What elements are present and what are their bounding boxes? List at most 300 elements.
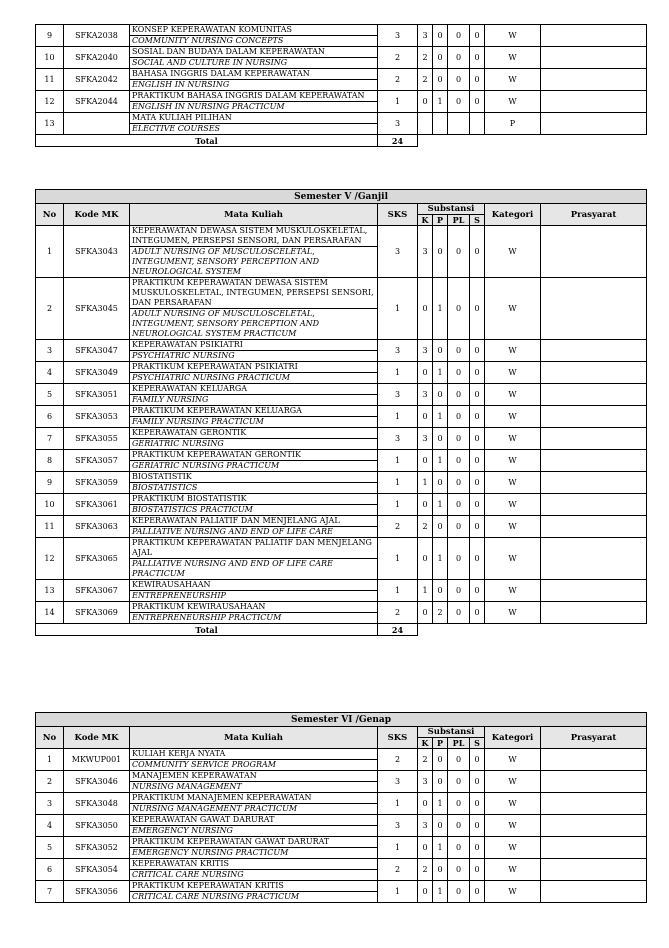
row-number: 1 <box>36 749 64 771</box>
course-code: SFKA2040 <box>64 47 130 69</box>
sks-value: 2 <box>378 69 418 91</box>
header-course: Mata Kuliah <box>130 727 378 749</box>
k-value: 3 <box>418 226 433 278</box>
p-value: 0 <box>433 47 448 69</box>
row-number: 11 <box>36 516 64 538</box>
s-value: 0 <box>470 25 485 47</box>
prerequisite-cell <box>541 428 647 450</box>
course-name-cell <box>130 749 378 771</box>
prerequisite-cell <box>541 69 647 91</box>
k-value: 0 <box>418 494 433 516</box>
semester-5-table <box>35 189 647 636</box>
course-name-cell <box>130 47 378 69</box>
course-code: SFKA2044 <box>64 91 130 113</box>
sks-value: 3 <box>378 340 418 362</box>
p-value: 0 <box>433 25 448 47</box>
row-number: 3 <box>36 793 64 815</box>
course-name-id: PRAKTIKUM KEPERAWATAN GERONTIK <box>132 450 302 459</box>
p-value: 0 <box>433 384 448 406</box>
s-value: 0 <box>470 47 485 69</box>
prerequisite-cell <box>541 226 647 278</box>
row-number: 10 <box>36 47 64 69</box>
course-row <box>36 226 647 278</box>
row-number: 7 <box>36 881 64 903</box>
s-value: 0 <box>470 406 485 428</box>
header-course: Mata Kuliah <box>130 204 378 226</box>
category-value: W <box>485 602 541 624</box>
course-name-cell <box>130 602 378 624</box>
sks-value: 3 <box>378 384 418 406</box>
header-code: Kode MK <box>64 204 130 226</box>
sks-value: 1 <box>378 580 418 602</box>
course-name-en: FAMILY NURSING <box>130 394 377 405</box>
course-name-id: KEPERAWATAN GERONTIK <box>132 428 247 437</box>
row-number: 9 <box>36 25 64 47</box>
course-row <box>36 602 647 624</box>
prerequisite-cell <box>541 815 647 837</box>
course-name-cell <box>130 538 378 580</box>
category-value: W <box>485 384 541 406</box>
row-number: 5 <box>36 837 64 859</box>
course-name-en: BIOSTATISTICS PRACTICUM <box>130 504 377 515</box>
course-name-en: EMERGENCY NURSING PRACTICUM <box>130 847 377 858</box>
pl-value: 0 <box>448 450 470 472</box>
course-code: SFKA3050 <box>64 815 130 837</box>
p-value: 0 <box>433 580 448 602</box>
course-row <box>36 793 647 815</box>
s-value: 0 <box>470 362 485 384</box>
s-value: 0 <box>470 602 485 624</box>
course-name-en: ENGLISH IN NURSING PRACTICUM <box>130 101 377 112</box>
p-value: 1 <box>433 450 448 472</box>
course-name-id: KONSEP KEPERAWATAN KOMUNITAS <box>132 25 293 34</box>
pl-value: 0 <box>448 881 470 903</box>
row-number: 8 <box>36 450 64 472</box>
course-row <box>36 428 647 450</box>
course-code: SFKA2042 <box>64 69 130 91</box>
course-row <box>36 362 647 384</box>
total-label: Total <box>36 135 378 147</box>
course-name-cell <box>130 384 378 406</box>
k-value: 3 <box>418 771 433 793</box>
pl-value: 0 <box>448 406 470 428</box>
course-code: SFKA2038 <box>64 25 130 47</box>
p-value: 0 <box>433 226 448 278</box>
category-value: W <box>485 362 541 384</box>
course-name-en: NURSING MANAGEMENT PRACTICUM <box>130 803 377 814</box>
category-value: W <box>485 278 541 340</box>
k-value: 2 <box>418 516 433 538</box>
header-substansi: Substansi <box>418 204 485 215</box>
s-value: 0 <box>470 516 485 538</box>
sks-value: 1 <box>378 881 418 903</box>
row-number: 4 <box>36 362 64 384</box>
category-value: P <box>485 113 541 135</box>
course-row <box>36 859 647 881</box>
course-code: SFKA3052 <box>64 837 130 859</box>
category-value: W <box>485 815 541 837</box>
semester-6-body <box>36 749 647 903</box>
k-value: 2 <box>418 859 433 881</box>
prerequisite-cell <box>541 516 647 538</box>
course-name-en: PALLIATIVE NURSING AND END OF LIFE CARE <box>130 526 377 537</box>
k-value: 3 <box>418 815 433 837</box>
course-row <box>36 278 647 340</box>
s-value: 0 <box>470 226 485 278</box>
row-number: 5 <box>36 384 64 406</box>
prerequisite-cell <box>541 113 647 135</box>
total-label: Total <box>36 624 378 636</box>
course-row <box>36 580 647 602</box>
category-value: W <box>485 428 541 450</box>
course-row <box>36 494 647 516</box>
course-name-en: BIOSTATISTICS <box>130 482 377 493</box>
prerequisite-cell <box>541 362 647 384</box>
course-name-id: KULIAH KERJA NYATA <box>132 749 226 758</box>
k-value: 2 <box>418 69 433 91</box>
course-code: SFKA3043 <box>64 226 130 278</box>
prerequisite-cell <box>541 278 647 340</box>
p-value: 1 <box>433 793 448 815</box>
course-name-id: MATA KULIAH PILIHAN <box>132 113 232 122</box>
sks-value: 1 <box>378 450 418 472</box>
prerequisite-cell <box>541 580 647 602</box>
course-code: SFKA3057 <box>64 450 130 472</box>
course-name-en: ADULT NURSING OF MUSCULOSCELETAL, INTEGUMENT, SENSORY PERCEPTION AND NEUROLOGICAL SYSTEM <box>130 246 377 277</box>
header-code: Kode MK <box>64 727 130 749</box>
total-spacer <box>418 624 647 636</box>
course-code: SFKA3063 <box>64 516 130 538</box>
k-value: 0 <box>418 450 433 472</box>
course-name-cell <box>130 113 378 135</box>
prerequisite-cell <box>541 47 647 69</box>
k-value: 3 <box>418 384 433 406</box>
k-value: 0 <box>418 91 433 113</box>
header-sks: SKS <box>378 204 418 226</box>
course-row <box>36 340 647 362</box>
course-name-cell <box>130 91 378 113</box>
course-code: SFKA3049 <box>64 362 130 384</box>
p-value: 1 <box>433 538 448 580</box>
k-value: 0 <box>418 881 433 903</box>
category-value: W <box>485 226 541 278</box>
pl-value: 0 <box>448 278 470 340</box>
row-number: 10 <box>36 494 64 516</box>
row-number: 3 <box>36 340 64 362</box>
header-pl: PL <box>448 215 470 226</box>
course-row <box>36 472 647 494</box>
course-name-id: KEWIRAUSAHAAN <box>132 580 211 589</box>
row-number: 2 <box>36 771 64 793</box>
k-value: 0 <box>418 406 433 428</box>
row-number: 4 <box>36 815 64 837</box>
k-value: 3 <box>418 428 433 450</box>
p-value: 1 <box>433 881 448 903</box>
pl-value: 0 <box>448 749 470 771</box>
p-value: 0 <box>433 771 448 793</box>
course-table-body <box>36 25 647 147</box>
category-value: W <box>485 859 541 881</box>
course-name-en: ADULT NURSING OF MUSCULOSCELETAL, INTEGUMENT, SENSORY PERCEPTION AND NEUROLOGICAL SYSTEM PRACTICUM <box>130 308 377 339</box>
course-name-id: KEPERAWATAN PALIATIF DAN MENJELANG AJAL <box>132 516 340 525</box>
total-sks: 24 <box>378 135 418 147</box>
p-value: 1 <box>433 91 448 113</box>
prerequisite-cell <box>541 771 647 793</box>
p-value: 0 <box>433 859 448 881</box>
s-value <box>470 113 485 135</box>
course-name-cell <box>130 516 378 538</box>
course-name-id: PRAKTIKUM KEPERAWATAN DEWASA SISTEM MUSKULOSKELETAL, INTEGUMEN, PERSEPSI SENSORI, DAN PERSARAFAN <box>132 278 374 307</box>
s-value: 0 <box>470 881 485 903</box>
sks-value: 2 <box>378 516 418 538</box>
sks-value: 1 <box>378 472 418 494</box>
p-value: 0 <box>433 472 448 494</box>
course-name-en: ENGLISH IN NURSING <box>130 79 377 90</box>
total-sks: 24 <box>378 624 418 636</box>
course-name-cell <box>130 362 378 384</box>
sks-value: 1 <box>378 494 418 516</box>
prerequisite-cell <box>541 538 647 580</box>
p-value <box>433 113 448 135</box>
prerequisite-cell <box>541 749 647 771</box>
pl-value: 0 <box>448 69 470 91</box>
sks-value: 1 <box>378 837 418 859</box>
semester-5-body <box>36 226 647 636</box>
course-name-id: PRAKTIKUM BAHASA INGGRIS DALAM KEPERAWATAN <box>132 91 365 100</box>
sks-value: 1 <box>378 793 418 815</box>
k-value: 2 <box>418 749 433 771</box>
prerequisite-cell <box>541 340 647 362</box>
header-p: P <box>433 738 448 749</box>
course-name-en: FAMILY NURSING PRACTICUM <box>130 416 377 427</box>
course-name-id: PRAKTIKUM BIOSTATISTIK <box>132 494 247 503</box>
k-value: 0 <box>418 602 433 624</box>
course-row <box>36 25 647 47</box>
category-value: W <box>485 793 541 815</box>
sks-value: 3 <box>378 226 418 278</box>
header-no: No <box>36 727 64 749</box>
pl-value: 0 <box>448 340 470 362</box>
course-code: SFKA3056 <box>64 881 130 903</box>
prerequisite-cell <box>541 450 647 472</box>
course-code: SFKA3061 <box>64 494 130 516</box>
course-name-cell <box>130 406 378 428</box>
sks-value: 3 <box>378 113 418 135</box>
course-code: SFKA3055 <box>64 428 130 450</box>
course-code: SFKA3053 <box>64 406 130 428</box>
sks-value: 1 <box>378 538 418 580</box>
course-row <box>36 538 647 580</box>
prerequisite-cell <box>541 837 647 859</box>
course-row <box>36 450 647 472</box>
course-name-cell <box>130 494 378 516</box>
pl-value: 0 <box>448 771 470 793</box>
course-name-en: NURSING MANAGEMENT <box>130 781 377 792</box>
course-name-en: PSYCHIATRIC NURSING PRACTICUM <box>130 372 377 383</box>
category-value: W <box>485 91 541 113</box>
s-value: 0 <box>470 538 485 580</box>
course-name-id: BAHASA INGGRIS DALAM KEPERAWATAN <box>132 69 310 78</box>
course-name-cell <box>130 793 378 815</box>
course-name-en: CRITICAL CARE NURSING <box>130 869 377 880</box>
course-name-id: PRAKTIKUM KEWIRAUSAHAAN <box>132 602 266 611</box>
header-prereq: Prasyarat <box>541 727 647 749</box>
sks-value: 3 <box>378 25 418 47</box>
course-name-cell <box>130 25 378 47</box>
course-name-cell <box>130 226 378 278</box>
course-name-en: EMERGENCY NURSING <box>130 825 377 836</box>
course-name-en: ENTREPRENEURSHIP <box>130 590 377 601</box>
course-code: SFKA3069 <box>64 602 130 624</box>
sks-value: 1 <box>378 278 418 340</box>
s-value: 0 <box>470 815 485 837</box>
course-code: SFKA3047 <box>64 340 130 362</box>
prerequisite-cell <box>541 859 647 881</box>
p-value: 1 <box>433 837 448 859</box>
course-name-id: KEPERAWATAN KELUARGA <box>132 384 248 393</box>
row-number: 13 <box>36 580 64 602</box>
prerequisite-cell <box>541 25 647 47</box>
s-value: 0 <box>470 91 485 113</box>
category-value: W <box>485 580 541 602</box>
total-row <box>36 135 647 147</box>
row-number: 7 <box>36 428 64 450</box>
prerequisite-cell <box>541 91 647 113</box>
course-row <box>36 837 647 859</box>
pl-value: 0 <box>448 580 470 602</box>
header-prereq: Prasyarat <box>541 204 647 226</box>
pl-value: 0 <box>448 384 470 406</box>
category-value: W <box>485 494 541 516</box>
p-value: 0 <box>433 815 448 837</box>
course-code: SFKA3046 <box>64 771 130 793</box>
course-code: SFKA3048 <box>64 793 130 815</box>
header-s: S <box>470 738 485 749</box>
p-value: 0 <box>433 340 448 362</box>
pl-value: 0 <box>448 516 470 538</box>
header-s: S <box>470 215 485 226</box>
course-row <box>36 815 647 837</box>
course-name-en: CRITICAL CARE NURSING PRACTICUM <box>130 891 377 902</box>
header-no: No <box>36 204 64 226</box>
k-value <box>418 113 433 135</box>
course-name-en: PALLIATIVE NURSING AND END OF LIFE CARE PRACTICUM <box>130 558 377 579</box>
row-number: 13 <box>36 113 64 135</box>
course-row <box>36 406 647 428</box>
course-code: SFKA3065 <box>64 538 130 580</box>
s-value: 0 <box>470 793 485 815</box>
sks-value: 2 <box>378 859 418 881</box>
course-name-en: ELECTIVE COURSES <box>130 123 377 134</box>
total-row <box>36 624 647 636</box>
course-name-cell <box>130 837 378 859</box>
course-name-id: KEPERAWATAN PSIKIATRI <box>132 340 243 349</box>
header-p: P <box>433 215 448 226</box>
k-value: 0 <box>418 362 433 384</box>
sks-value: 2 <box>378 749 418 771</box>
row-number: 1 <box>36 226 64 278</box>
course-name-en: COMMUNITY NURSING CONCEPTS <box>130 35 377 46</box>
category-value: W <box>485 516 541 538</box>
course-name-id: KEPERAWATAN KRITIS <box>132 859 230 868</box>
prerequisite-cell <box>541 793 647 815</box>
prerequisite-cell <box>541 494 647 516</box>
pl-value: 0 <box>448 25 470 47</box>
sks-value: 3 <box>378 428 418 450</box>
k-value: 0 <box>418 837 433 859</box>
course-name-cell <box>130 859 378 881</box>
category-value: W <box>485 69 541 91</box>
course-name-en: COMMUNITY SERVICE PROGRAM <box>130 759 377 770</box>
course-row <box>36 113 647 135</box>
s-value: 0 <box>470 749 485 771</box>
category-value: W <box>485 25 541 47</box>
prerequisite-cell <box>541 881 647 903</box>
s-value: 0 <box>470 428 485 450</box>
category-value: W <box>485 340 541 362</box>
category-value: W <box>485 881 541 903</box>
pl-value <box>448 113 470 135</box>
pl-value: 0 <box>448 226 470 278</box>
course-code: SFKA3067 <box>64 580 130 602</box>
header-substansi: Substansi <box>418 727 485 738</box>
course-name-id: PRAKTIKUM KEPERAWATAN KELUARGA <box>132 406 302 415</box>
course-name-en: GERIATRIC NURSING PRACTICUM <box>130 460 377 471</box>
k-value: 0 <box>418 278 433 340</box>
course-table-continued <box>35 24 647 147</box>
row-number: 6 <box>36 859 64 881</box>
p-value: 1 <box>433 278 448 340</box>
pl-value: 0 <box>448 362 470 384</box>
row-number: 12 <box>36 91 64 113</box>
category-value: W <box>485 47 541 69</box>
k-value: 0 <box>418 538 433 580</box>
course-code: SFKA3045 <box>64 278 130 340</box>
p-value: 2 <box>433 602 448 624</box>
s-value: 0 <box>470 859 485 881</box>
p-value: 0 <box>433 69 448 91</box>
p-value: 1 <box>433 494 448 516</box>
course-name-en: PSYCHIATRIC NURSING <box>130 350 377 361</box>
pl-value: 0 <box>448 837 470 859</box>
s-value: 0 <box>470 771 485 793</box>
course-name-id: PRAKTIKUM MANAJEMEN KEPERAWATAN <box>132 793 312 802</box>
k-value: 0 <box>418 793 433 815</box>
course-name-id: PRAKTIKUM KEPERAWATAN KRITIS <box>132 881 284 890</box>
course-name-cell <box>130 428 378 450</box>
course-row <box>36 881 647 903</box>
course-code: SFKA3059 <box>64 472 130 494</box>
course-row <box>36 384 647 406</box>
pl-value: 0 <box>448 815 470 837</box>
category-value: W <box>485 771 541 793</box>
pl-value: 0 <box>448 602 470 624</box>
p-value: 0 <box>433 749 448 771</box>
header-k: K <box>418 738 433 749</box>
s-value: 0 <box>470 837 485 859</box>
prerequisite-cell <box>541 406 647 428</box>
row-number: 6 <box>36 406 64 428</box>
semester-title: Semester VI /Genap <box>36 713 647 727</box>
sks-value: 3 <box>378 815 418 837</box>
course-name-cell <box>130 815 378 837</box>
semester-title: Semester V /Ganjil <box>36 190 647 204</box>
row-number: 9 <box>36 472 64 494</box>
s-value: 0 <box>470 69 485 91</box>
course-row <box>36 771 647 793</box>
category-value: W <box>485 749 541 771</box>
s-value: 0 <box>470 278 485 340</box>
